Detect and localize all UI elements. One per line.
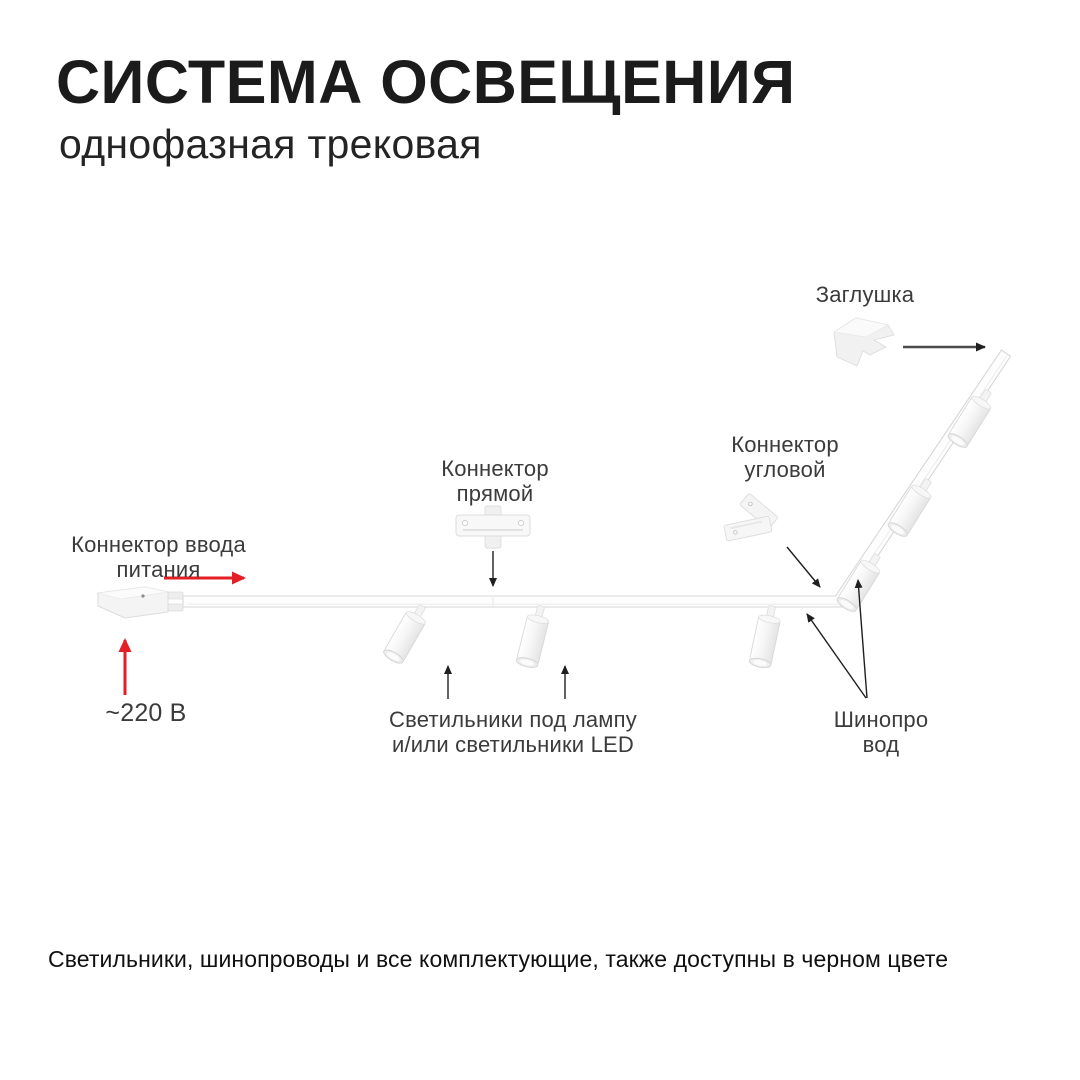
corner-connector-label: Коннектор угловой [731,432,839,482]
spotlight [382,601,432,666]
track-shape [183,350,1011,607]
track-label: Шинопро вод [833,707,929,757]
page-title: СИСТЕМА ОСВЕЩЕНИЯ [56,48,796,116]
power-connector-label: Коннектор ввода питания [71,532,246,582]
corner-connector-image [724,493,778,541]
straight-connector-label: Коннектор прямой [441,456,549,506]
corner-connector-arrow [787,547,820,587]
footer-note: Светильники, шинопроводы и все комплектующие, также доступны в черном цвете [48,946,949,972]
power-connector-image [98,587,183,618]
spotlight [515,603,551,669]
page-subtitle: однофазная трековая [59,121,482,167]
spotlights-label: Светильники под лампу и/или светильники LED [389,707,637,757]
straight-connector-image [456,506,530,548]
spotlight [748,604,782,670]
track-arrow-horizontal [807,614,866,698]
voltage-label: ~220 В [105,699,187,727]
end-cap-label: Заглушка [815,282,915,307]
end-cap-image [834,318,894,366]
